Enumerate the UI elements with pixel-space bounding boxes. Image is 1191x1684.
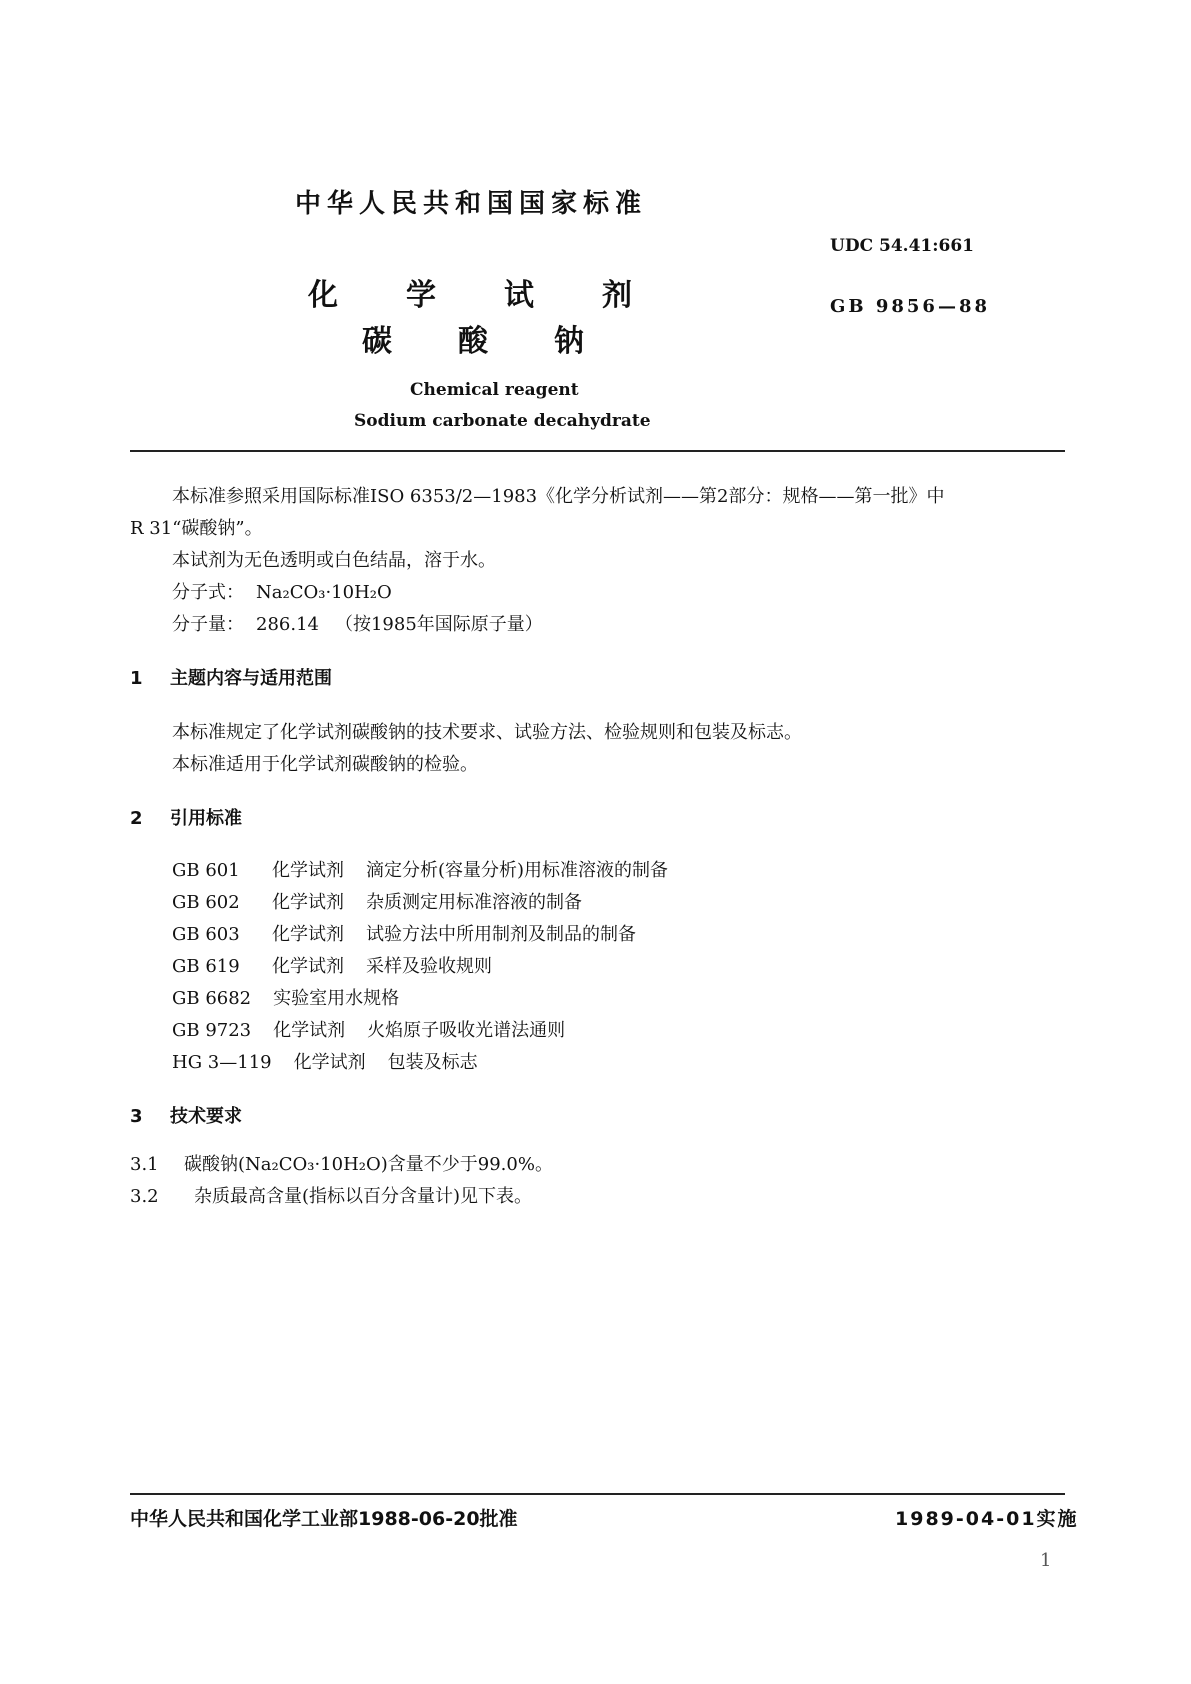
udc-code: UDC 54.41:661 xyxy=(830,236,975,256)
section1-heading xyxy=(130,664,332,690)
section3-item1 xyxy=(130,1150,553,1176)
section1-para1: 本标准规定了化学试剂碳酸钠的技术要求、试验方法、检验规则和包装及标志。 xyxy=(172,722,802,743)
reference-item xyxy=(172,984,399,1010)
reference-name: 滴定分析(容量分析)用标准溶液的制备 xyxy=(366,860,669,881)
gb-code: GB 9856—88 xyxy=(830,296,990,317)
item2-number: 3.2 xyxy=(130,1186,159,1207)
document-title-line1: 化学试剂 xyxy=(308,278,700,313)
reference-code: GB 619 xyxy=(172,956,240,977)
item1-text: 碳酸钠(Na₂CO₃·10H₂O)含量不少于99.0%。 xyxy=(184,1154,553,1175)
section1-number: 1 xyxy=(130,668,143,689)
item2-text: 杂质最高含量(指标以百分含量计)见下表。 xyxy=(194,1186,533,1207)
implementation-date: 1989-04-01实施 xyxy=(895,1508,1079,1530)
reference-category: 实验室用水规格 xyxy=(273,988,400,1009)
reference-code: HG 3—119 xyxy=(172,1052,272,1073)
english-title-line2: Sodium carbonate decahydrate xyxy=(354,411,651,431)
document-title-line2: 碳酸钠 xyxy=(362,324,650,359)
mass-label: 分子量： xyxy=(172,614,244,635)
intro-line1: 本标准参照采用国际标准ISO 6353/2—1983《化学分析试剂——第2部分：规格——第一批》中 xyxy=(172,486,945,507)
reference-code: GB 601 xyxy=(172,860,240,881)
section2-number: 2 xyxy=(130,808,143,829)
mass-value: 286.14 xyxy=(256,614,319,635)
section1-title: 主题内容与适用范围 xyxy=(170,668,332,689)
section1-para2: 本标准适用于化学试剂碳酸钠的检验。 xyxy=(172,754,478,775)
footer-divider xyxy=(130,1493,1065,1495)
formula-label: 分子式： xyxy=(172,582,244,603)
header-divider xyxy=(130,450,1065,452)
reference-category: 化学试剂 xyxy=(272,860,344,881)
item1-number: 3.1 xyxy=(130,1154,159,1175)
formula-value: Na₂CO₃·10H₂O xyxy=(256,582,392,603)
english-title-line1: Chemical reagent xyxy=(410,380,579,400)
reference-category: 化学试剂 xyxy=(273,1020,346,1041)
reference-category: 化学试剂 xyxy=(272,956,344,977)
reference-name: 试验方法中所用制剂及制品的制备 xyxy=(366,924,636,945)
reference-item xyxy=(172,1016,565,1042)
reference-code: GB 6682 xyxy=(172,988,252,1009)
national-standard-title: 中华人民共和国国家标准 xyxy=(295,189,648,219)
reference-name: 火焰原子吸收光谱法通则 xyxy=(367,1020,566,1041)
section3-number: 3 xyxy=(130,1106,143,1127)
intro-line3: 本试剂为无色透明或白色结晶，溶于水。 xyxy=(172,550,496,571)
molecular-mass xyxy=(172,610,543,636)
section3-title: 技术要求 xyxy=(170,1106,242,1127)
reference-category: 化学试剂 xyxy=(272,924,344,945)
reference-name: 包装及标志 xyxy=(387,1052,478,1073)
reference-item xyxy=(172,952,492,978)
section2-title: 引用标准 xyxy=(170,808,242,829)
reference-name: 杂质测定用标准溶液的制备 xyxy=(366,892,582,913)
molecular-formula xyxy=(172,578,392,604)
reference-code: GB 603 xyxy=(172,924,240,945)
approval-info: 中华人民共和国化学工业部1988-06-20批准 xyxy=(130,1508,518,1530)
mass-note: （按1985年国际原子量） xyxy=(334,614,543,635)
intro-line2: R 31“碳酸钠”。 xyxy=(130,518,263,539)
section3-heading xyxy=(130,1102,242,1128)
reference-category: 化学试剂 xyxy=(272,892,344,913)
reference-item xyxy=(172,856,668,882)
reference-item xyxy=(172,920,636,946)
reference-code: GB 9723 xyxy=(172,1020,252,1041)
section3-item2 xyxy=(130,1182,532,1208)
section2-heading xyxy=(130,804,242,830)
reference-item xyxy=(172,1048,478,1074)
page-number: 1 xyxy=(1040,1550,1052,1571)
reference-item xyxy=(172,888,582,914)
reference-category: 化学试剂 xyxy=(293,1052,366,1073)
reference-name: 采样及验收规则 xyxy=(366,956,492,977)
reference-code: GB 602 xyxy=(172,892,240,913)
